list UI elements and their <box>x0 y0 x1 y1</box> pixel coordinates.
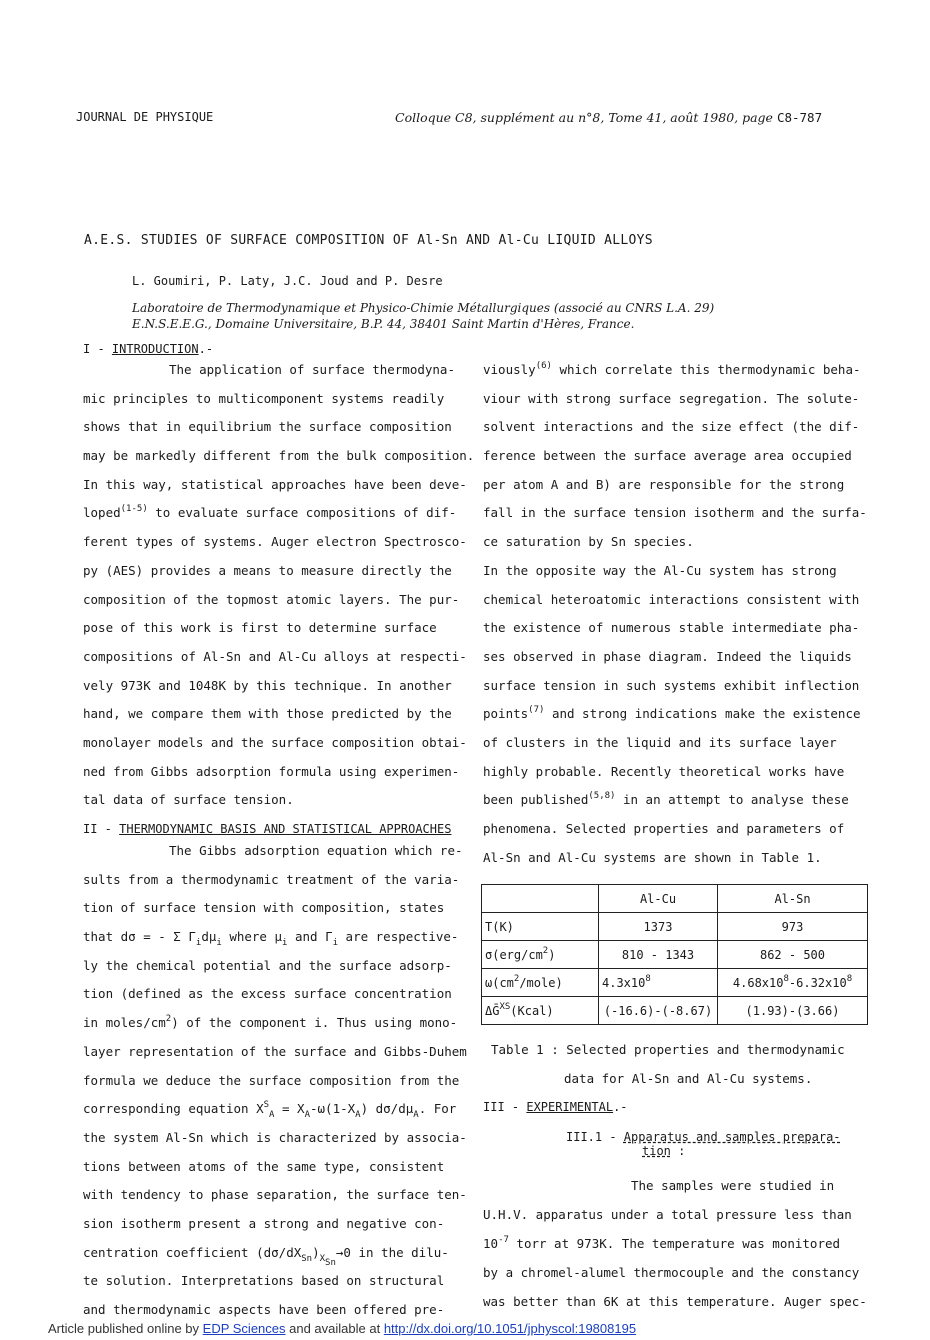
table-row <box>482 913 868 941</box>
table-cell: 973 <box>718 913 868 941</box>
text-line: viously$^{(6)}$ which correlate this thermodynamic beha- <box>483 361 861 377</box>
text-line: tion (defined as the excess surface concentration <box>83 986 452 1002</box>
text-line: the existence of numerous stable intermediate pha- <box>483 620 860 636</box>
text-line: py (AES) provides a means to measure directly the <box>83 562 452 578</box>
section-heading-experimental: III - EXPERIMENTAL.- <box>483 1100 628 1114</box>
citation: (6) <box>535 361 552 371</box>
text-line: te solution. Interpretations based on structural <box>83 1273 445 1289</box>
table-cell: 810 - 1343 <box>599 941 718 969</box>
citation: (1-5) <box>120 504 148 515</box>
text-line: U.H.V. apparatus under a total pressure less than <box>483 1207 852 1222</box>
journal-name: JOURNAL DE PHYSIQUE <box>76 110 214 124</box>
table-cell: $4.68x10^8-6.32x10^8$ <box>718 969 868 997</box>
text-line: compositions of Al-Sn and Al-Cu alloys at respecti- <box>83 648 467 664</box>
equation-line: that dσ = - Σ $\Gamma_id\mu_i$ where $\mu_i$ and $\Gamma_i$ are respective- <box>83 929 459 949</box>
text-line: shows that in equilibrium the surface composition <box>83 419 452 435</box>
text-line: phenomena. Selected properties and parameters of <box>483 821 845 836</box>
text-line: hand, we compare them with those predicted by the <box>83 706 452 722</box>
text-line: ly the chemical potential and the surface adsorp- <box>83 957 452 973</box>
table-row <box>482 969 868 997</box>
table-row-label: T(K) <box>482 913 599 941</box>
text-line: tal data of surface tension. <box>83 792 294 808</box>
authors: L. Goumiri, P. Laty, J.C. Joud and P. Desre <box>132 274 443 288</box>
text-line: The samples were studied in <box>631 1178 835 1193</box>
citation: (5,8) <box>588 791 616 802</box>
properties-table <box>481 884 868 1025</box>
table-caption-line-2: data for Al-Sn and Al-Cu systems. <box>564 1071 813 1086</box>
table-cell: 862 - 500 <box>718 941 868 969</box>
text-line: with tendency to phase separation, the surface ten- <box>83 1187 467 1203</box>
text-line: solvent interactions and the size effect (the dif- <box>483 419 860 435</box>
text-line: in moles/$cm^2$) of the component i. Thus using mono- <box>83 1014 458 1031</box>
right-column <box>483 356 867 872</box>
text-line: per atom A and B) are responsible for the strong <box>483 476 845 492</box>
table-col-header: Al-Sn <box>718 885 868 913</box>
affiliation-line-2: E.N.S.E.E.G., Domaine Universitaire, B.P. 44, 38401 Saint Martin d'Hères, France. <box>132 317 635 331</box>
colloque-info: Colloque C8, supplément au n°8, Tome 41, août 1980, page C8-787 <box>395 110 823 125</box>
table-header-row <box>482 885 868 913</box>
text-line: In this way, statistical approaches have been deve- <box>83 476 467 492</box>
text-line: the system Al-Sn which is characterized by associa- <box>83 1129 467 1145</box>
text-line: ce saturation by Sn species. <box>483 534 694 550</box>
table-cell: $4.3x10^8$ <box>599 969 718 997</box>
text-line: ferent types of systems. Auger electron Spectrosco- <box>83 534 467 550</box>
text-line: sion isotherm present a strong and negative con- <box>83 1215 445 1231</box>
text-line: may be markedly different from the bulk composition. <box>83 448 475 464</box>
equation-line: corresponding equation $X^S_A = X_A-\omega(1-X_A)$ $d\sigma/d\mu_A$. For <box>83 1100 457 1121</box>
text-line: $10^{-7}$ torr at 973K. The temperature was monitored <box>483 1235 841 1251</box>
citation: (7) <box>528 705 545 716</box>
left-column <box>83 356 475 1325</box>
table-cell: 1373 <box>599 913 718 941</box>
text-line: mic principles to multicomponent systems readily <box>83 390 445 406</box>
text-line: loped$^{(1-5)}$ to evaluate surface compositions of dif- <box>83 504 457 521</box>
text-line: chemical heteroatomic interactions consistent with <box>483 591 860 607</box>
paper-title: A.E.S. STUDIES OF SURFACE COMPOSITION OF Al-Sn AND Al-Cu LIQUID ALLOYS <box>84 233 653 248</box>
text-line: highly probable. Recently theoretical works have <box>483 763 845 779</box>
page-number: C8-787 <box>776 110 823 125</box>
text-line: Al-Sn and Al-Cu systems are shown in Table 1. <box>483 849 822 865</box>
text-line: vely 973K and 1048K by this technique. In another <box>83 677 452 693</box>
text-line: and thermodynamic aspects have been offered pre- <box>83 1302 445 1317</box>
text-line: In the opposite way the Al-Cu system has strong <box>483 562 837 578</box>
table-cell: (1.93)-(3.66) <box>718 997 868 1025</box>
subsection-heading-apparatus: III.1 - Apparatus and samples prepara- <box>566 1130 841 1144</box>
table-row-label: ΔḠ$^{XS}$(Kcal) <box>482 997 599 1025</box>
text-line: surface tension in such systems exhibit inflection <box>483 677 860 693</box>
publication-footer: Article published online by EDP Sciences and available at http://dx.doi.org/10.1051/jphyscol:19808195 <box>48 1321 637 1336</box>
section-heading-thermodynamic: II - THERMODYNAMIC BASIS AND STATISTICAL APPROACHES <box>83 822 452 836</box>
table-caption-line-1: Table 1 : Selected properties and thermodynamic <box>491 1042 845 1057</box>
text-line: been published$^{(5,8)}$ in an attempt to analyse these <box>483 791 849 808</box>
text-line: ses observed in phase diagram. Indeed the liquids <box>483 648 852 664</box>
text-line: ference between the surface average area occupied <box>483 448 852 464</box>
subsection-heading-apparatus-cont: tion : <box>642 1144 686 1158</box>
text-line: tion of surface tension with composition, states <box>83 900 445 916</box>
text-line: viour with strong surface segregation. The solute- <box>483 390 860 406</box>
text-line: pose of this work is first to determine surface <box>83 620 437 636</box>
text-line: sults from a thermodynamic treatment of the varia- <box>83 871 460 887</box>
text-line: points$^{(7)}$ and strong indications make the existence <box>483 705 861 722</box>
table-cell: (-16.6)-(-8.67) <box>599 997 718 1025</box>
text-line: layer representation of the surface and Gibbs-Duhem <box>83 1043 467 1059</box>
text-line: tions between atoms of the same type, consistent <box>83 1158 445 1174</box>
table-row <box>482 997 868 1025</box>
equation-line: centration coefficient $(d\sigma/dX_{Sn})_{X_{Sn}}\to 0$ in the dilu- <box>83 1244 449 1268</box>
affiliation-line-1: Laboratoire de Thermodynamique et Physico-Chimie Métallurgiques (associé au CNRS L.A. 29) <box>132 301 715 315</box>
table-row <box>482 941 868 969</box>
publisher-link[interactable]: EDP Sciences <box>202 1321 286 1336</box>
table-row-label: $\sigma(erg/cm^2)$ <box>482 941 599 969</box>
text-line: formula we deduce the surface composition from the <box>83 1072 460 1088</box>
text-line: was better than 6K at this temperature. Auger spec- <box>483 1294 867 1309</box>
section-heading-introduction: I - INTRODUCTION.- <box>83 342 214 356</box>
table-col-header: Al-Cu <box>599 885 718 913</box>
text-line: fall in the surface tension isotherm and the surfa- <box>483 505 867 521</box>
text-line: of clusters in the liquid and its surface layer <box>483 734 837 750</box>
doi-link[interactable]: http://dx.doi.org/10.1051/jphyscol:19808195 <box>383 1321 637 1336</box>
text-line: by a chromel-alumel thermocouple and the constancy <box>483 1265 860 1280</box>
text-line: The Gibbs adsorption equation which re- <box>169 843 463 858</box>
table-corner-cell <box>482 885 599 913</box>
text-line: monolayer models and the surface composition obtai- <box>83 734 467 750</box>
text-line: ned from Gibbs adsorption formula using experimen- <box>83 763 460 779</box>
text-line: composition of the topmost atomic layers. The pur- <box>83 591 460 607</box>
table-row-label: $\omega(cm^2/mole)$ <box>482 969 599 997</box>
text-line: The application of surface thermodyna- <box>169 362 455 377</box>
